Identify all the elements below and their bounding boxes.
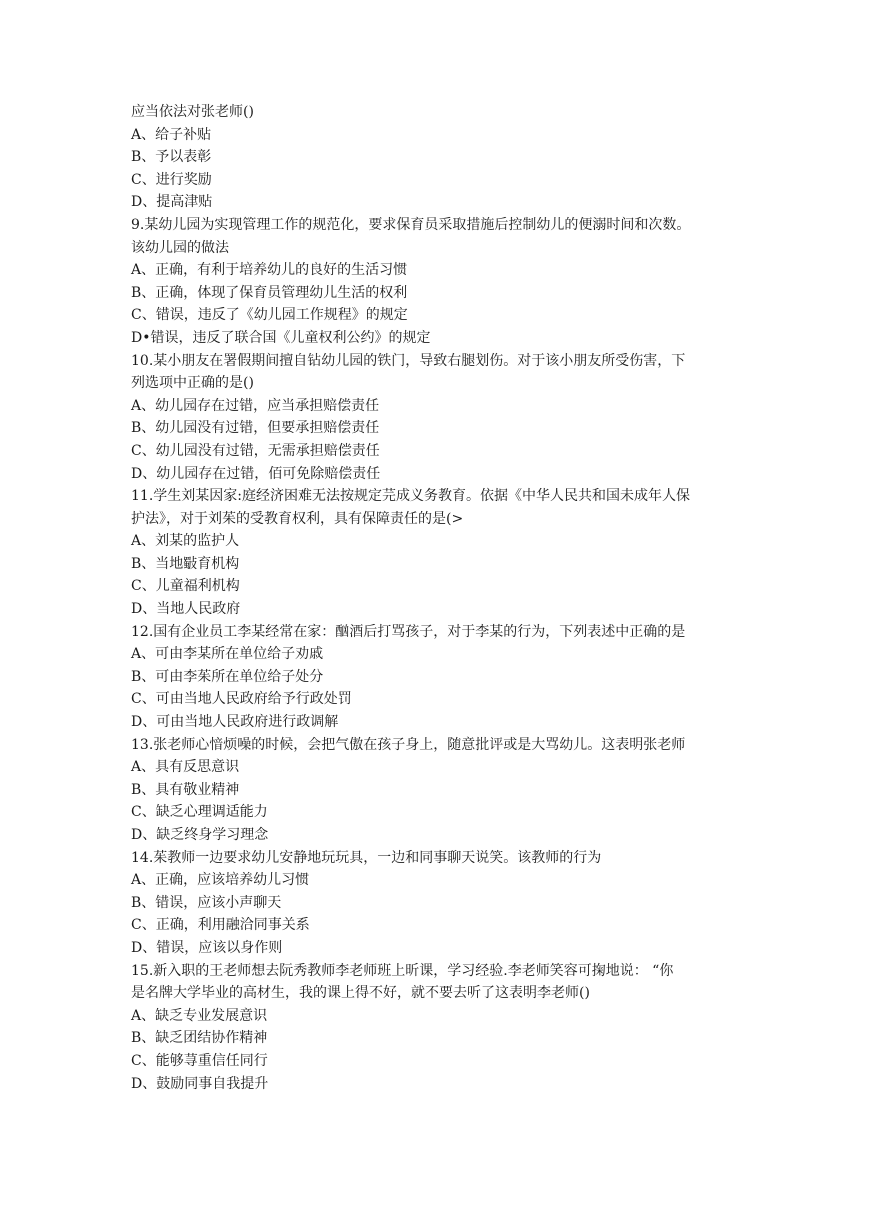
option-line: B、幼儿园没有过错，但要承担赔偿责任 <box>131 420 380 437</box>
option-line: B、正确，体现了保育员管理幼儿生活的权利 <box>131 284 408 301</box>
question-line: 该幼儿园的做法 <box>131 239 229 256</box>
option-line: C、幼儿园没有过错，无需承担赔偿责任 <box>131 442 380 459</box>
option-line: D、可由当地人民政府进行政调解 <box>131 714 339 731</box>
question-line: 11.学生刘某因家:庭经济困难无法按规定芫成义务教育。依据《中华人民共和国未成年人保 <box>131 488 690 505</box>
option-line: C、能够荨重信任同行 <box>131 1052 268 1069</box>
option-line: A、幼儿园存在过错，应当承担赔偿责任 <box>131 397 380 414</box>
option-line: D•错误，违反了联合国《儿童权利公约》的规定 <box>131 329 431 346</box>
option-line: B、当地斀育机构 <box>131 555 240 572</box>
question-line: 9.某幼儿园为实现管理工作的规范化，要求保育员采取措施后控制幼儿的便溺时间和次数。 <box>131 216 691 233</box>
option-line: C、正确，利用融洽同事关系 <box>131 917 310 934</box>
question-line: 15.新入职的王老师想去阮秀教师李老师班上昕课，学习经验.李老师笑容可掬地说： “你 <box>131 962 674 979</box>
option-line: A、缺乏专业发展意识 <box>131 1007 268 1024</box>
option-line: D、错误，应该以身作则 <box>131 939 283 956</box>
question-line: 10.某小朋友在署假期间擅自钻幼儿园的铁门，导致右腿划伤。对于该小朋友所受伤害，下 <box>131 352 686 369</box>
option-line: A、给子补贴 <box>131 126 212 143</box>
option-line: C、缺乏心理调适能力 <box>131 804 268 821</box>
question-line: 12.国有企业员工李某经常在家：酗酒后打骂孩子，对于李某的行为，下列表述中正确的是 <box>131 623 686 640</box>
option-line: A、具有反思意识 <box>131 759 240 776</box>
option-line: B、错误，应该小声聊天 <box>131 894 282 911</box>
option-line: D、当地人民政府 <box>131 601 241 618</box>
text-line: 应当依法对张老师() <box>131 104 254 120</box>
option-line: A、正确，有利于培养幼儿的良好的生活习惯 <box>131 262 408 279</box>
option-line: C、儿童福利机构 <box>131 578 240 595</box>
option-line: C、可由当地人民政府给予行政处罚 <box>131 691 352 708</box>
option-line: A、可由李某所在单位给子劝戚 <box>131 646 324 663</box>
document-page <box>131 101 743 1095</box>
question-line: 列选项中正确的是() <box>131 375 254 392</box>
question-line: 13.张老师心愔烦噪的时候，会把气傲在孩子身上，随意批评或是大骂幼儿。这表明张老师 <box>131 736 686 753</box>
option-line: B、予以表彰 <box>131 149 212 166</box>
option-line: C、进行奖励 <box>131 171 212 188</box>
option-line: B、缺乏团结协作精神 <box>131 1030 268 1047</box>
question-line: 是名牌大学毕业的高材生，我的课上得不好，就不要去听了这表明李老师() <box>131 985 590 1002</box>
option-line: B、可由李茱所在单位给子处分 <box>131 668 324 685</box>
option-line: A、正确，应该培养幼儿习惯 <box>131 872 310 889</box>
option-line: A、刘某的监护人 <box>131 533 240 550</box>
option-line: B、具有敬业精神 <box>131 781 240 798</box>
option-line: D、提高津贴 <box>131 194 213 211</box>
option-line: D、鼓励同事自我提升 <box>131 1075 269 1092</box>
option-line: C、错误，违反了《幼儿园工作规程》的规定 <box>131 307 408 324</box>
question-line: 14.茱教师一边要求幼儿安静地玩玩具，一边和同事聊天说笑。该教师的行为 <box>131 849 602 866</box>
question-line: 护法》，对于刘茱的受教育权利，具有保障责任的是(> <box>131 510 464 527</box>
option-line: D、缺乏终身学习理念 <box>131 827 269 843</box>
option-line: D、幼儿园存在过错，佰可免除赔偿责任 <box>131 465 381 482</box>
